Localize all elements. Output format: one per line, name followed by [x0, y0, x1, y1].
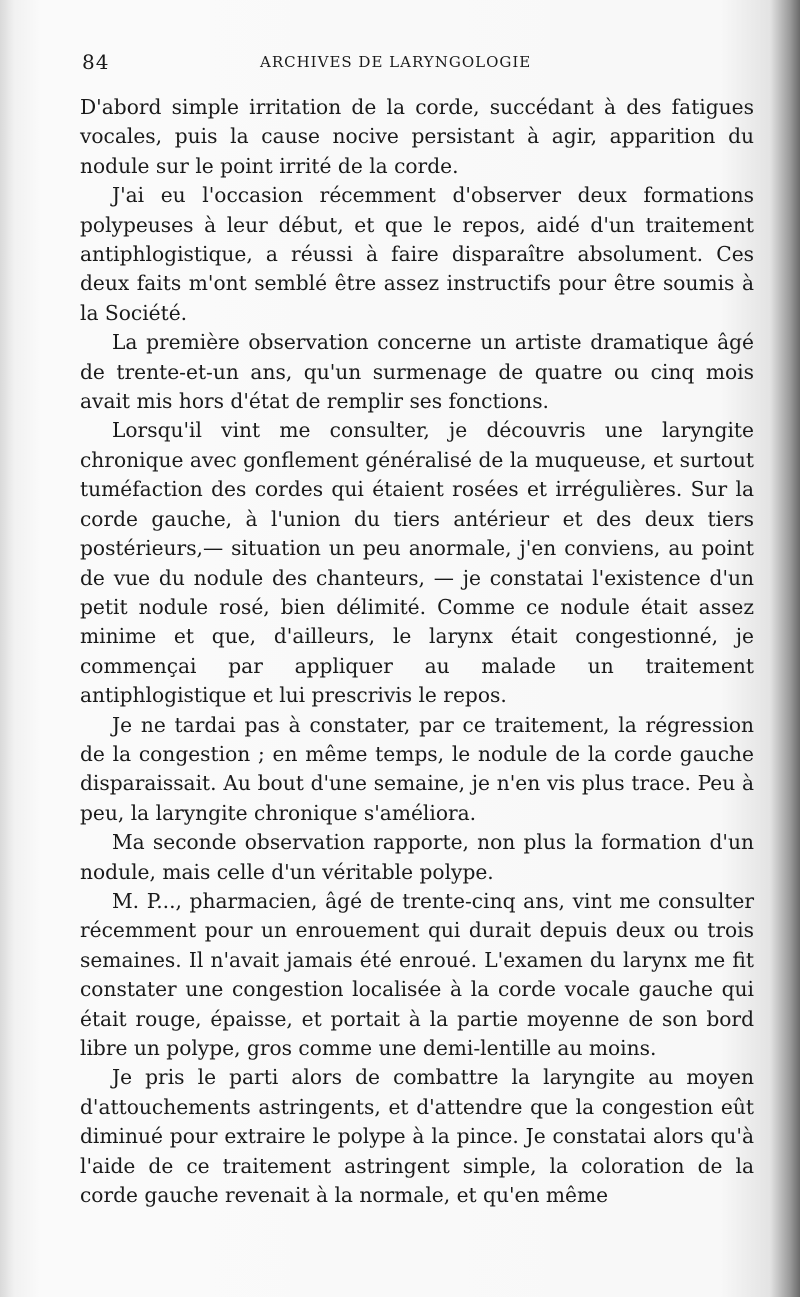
running-title: ARCHIVES DE LARYNGOLOGIE [260, 53, 532, 71]
page-number: 84 [82, 50, 110, 74]
paragraph: Je ne tardai pas à constater, par ce traitement, la régression de la congestion ; en même temps, le nodule de la corde gauche disparaissait. Au bout d'une semaine, je n'en vis plus trace. Peu à peu, la laryngite chronique s'améliora. [80, 712, 754, 825]
paragraph: Je pris le parti alors de combattre la laryngite au moyen d'attouchements astringents, et d'attendre que la congestion eût diminué pour extraire le polype à la pince. Je constatai alors qu'à l'aide de ce traitement astringent simple, la coloration de la corde gauche revenait à la normale, et qu'en même [80, 1065, 754, 1208]
paragraph-continuation: D'abord simple irritation de la corde, succédant à des fatigues vocales, puis la cause nocive persistant à agir, apparition du nodule sur le point irrité de la corde. [80, 95, 754, 178]
page-header [82, 50, 782, 80]
body-text [80, 93, 754, 1210]
paragraph: Lorsqu'il vint me consulter, je découvris une laryngite chronique avec gonflement généralisé de la muqueuse, et surtout tuméfaction des cordes qui étaient rosées et irrégulières. Sur la corde gauche, à l'union du tiers antérieur et des deux tiers postérieurs,— situation un peu anormale, j'en conviens, au point de vue du nodule des chanteurs, — je constatai l'existence d'un petit nodule rosé, bien délimité. Comme ce nodule était assez minime et que, d'ailleurs, le larynx était congestionné, je commençai par appliquer au malade un traitement antiphlogistique et lui prescrivis le repos. [80, 418, 754, 708]
paragraph: J'ai eu l'occasion récemment d'observer deux formations polypeuses à leur début, et que le repos, aidé d'un traitement antiphlogistique, a réussi à faire disparaître absolument. Ces deux faits m'ont semblé être assez instructifs pour être soumis à la Société. [80, 183, 754, 325]
paragraph: M. P..., pharmacien, âgé de trente-cinq ans, vint me consulter récemment pour un enrouement qui durait depuis deux ou trois semaines. Il n'avait jamais été enroué. L'examen du larynx me fit constater une congestion localisée à la corde vocale gauche qui était rouge, épaisse, et portait à la partie moyenne de son bord libre un polype, gros comme une demi-lentille au moins. [80, 888, 754, 1060]
paragraph: Ma seconde observation rapporte, non plus la formation d'un nodule, mais celle d'un véritable polype. [80, 830, 754, 884]
paragraph: La première observation concerne un artiste dramatique âgé de trente-et-un ans, qu'un surmenage de quatre ou cinq mois avait mis hors d'état de remplir ses fonctions. [80, 330, 754, 414]
